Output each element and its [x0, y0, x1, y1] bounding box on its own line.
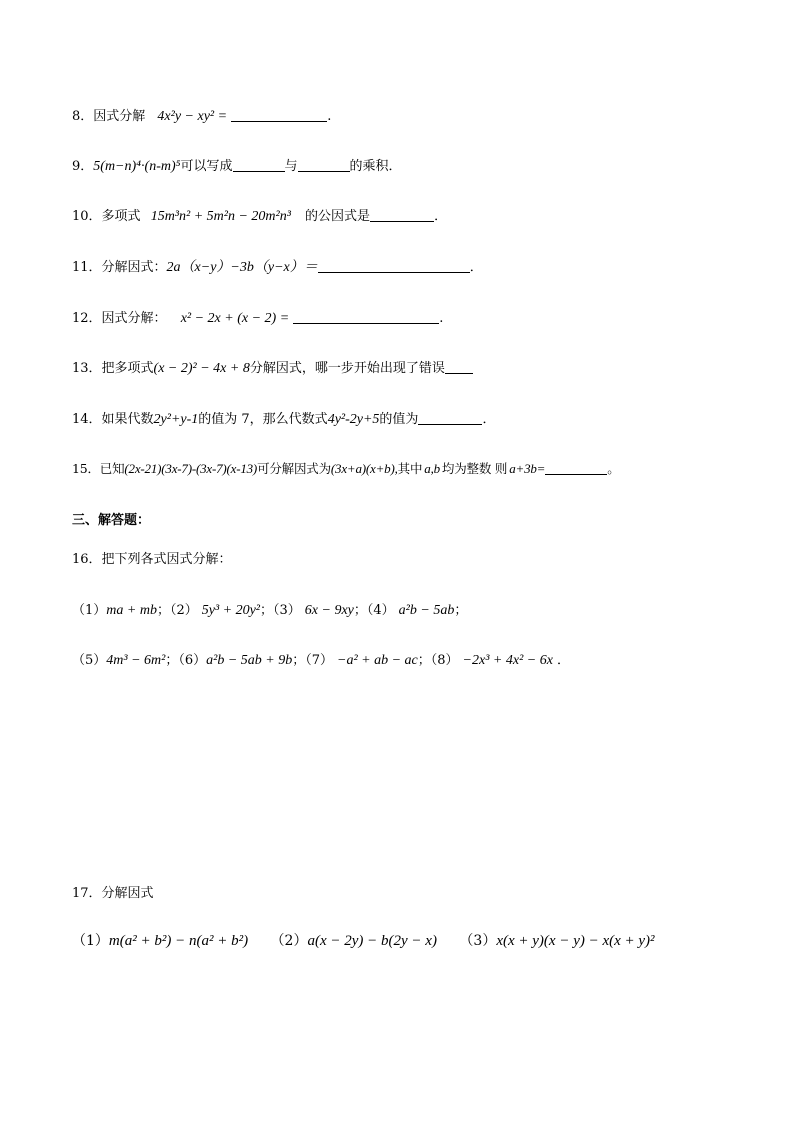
q16-label-7: ；（7）: [292, 653, 333, 668]
question-17-title: 17．分解因式: [72, 886, 154, 901]
q13-prefix: 13．把多项式: [72, 361, 154, 376]
q16-label-2: ；（2）: [156, 603, 198, 618]
q9-text3: 的乘积．: [349, 159, 402, 174]
question-10: [72, 208, 447, 225]
question-11: [72, 259, 483, 276]
q9-expression: 5(m−n)⁴·(n-m)⁵: [93, 159, 181, 174]
q9-blank-1[interactable]: [233, 158, 285, 172]
q10-answer-blank[interactable]: [370, 208, 434, 222]
q15-expression-1: (2x-21)(3x-7)-(3x-7)(x-13): [124, 461, 258, 476]
q16-label-1: （1）: [72, 603, 107, 618]
q16-expr-2: 5y³ + 20y²: [201, 603, 261, 618]
q14-prefix: 14．如果代数: [72, 412, 154, 427]
q15-expression-4: a+3b=: [509, 461, 546, 476]
q15-answer-blank[interactable]: [545, 461, 607, 475]
q17-expr-1: m(a² + b²) − n(a² + b²): [108, 933, 249, 949]
q16-label-3: ；（3）: [260, 603, 301, 618]
q16-expr-4: a²b − 5ab: [398, 603, 455, 618]
q16-expr-5: 4m³ − 6m²: [106, 653, 166, 668]
q14-answer-blank[interactable]: [418, 411, 482, 425]
q13-text1: 分解因式，哪一步开始出现了错误: [249, 361, 445, 376]
q10-prefix: 10．多项式: [72, 209, 141, 224]
section-3-title: 三、解答题：: [72, 513, 151, 528]
q8-suffix: .: [327, 109, 332, 124]
q16-expr-8: −2x³ + 4x² − 6x: [462, 653, 553, 668]
q16-label-5: （5）: [72, 653, 107, 668]
q14-expression-2: 4y²-2y+5: [327, 412, 380, 427]
q16-label-4: ；（4）: [353, 603, 395, 618]
q9-text2: 与: [284, 159, 298, 174]
question-15: [72, 461, 620, 477]
question-9: 9．5(m−n)⁴·(n-m)⁵可以写成 与 的乘积．: [72, 159, 402, 174]
q17-label-2: （2）: [270, 933, 308, 949]
q17-label-1: （1）: [72, 933, 109, 949]
q15-expression-2: (3x+a)(x+b),: [330, 461, 398, 476]
q16-label-6: ；（6）: [165, 653, 207, 668]
q14-expression-1: 2y²+y-1: [153, 412, 199, 427]
question-14: [72, 411, 495, 428]
q14-text2: 的值为: [379, 412, 419, 427]
q8-answer-blank[interactable]: [231, 108, 327, 122]
q16-expr-3: 6x − 9xy: [304, 603, 354, 618]
q11-answer-blank[interactable]: [318, 259, 470, 273]
q10-text1: 的公因式是: [305, 209, 371, 224]
q16-expr-7: −a² + ab − ac: [337, 653, 418, 668]
question-16-title: 16．把下列各式因式分解：: [72, 552, 232, 567]
q17-label-3: （3）: [459, 933, 497, 949]
q15-text2: 其中: [397, 461, 423, 476]
q8-prefix: 8．因式分解: [72, 109, 146, 124]
question-13: [72, 360, 473, 377]
q16-end-2: ．: [556, 653, 570, 668]
q13-answer-blank[interactable]: [445, 360, 473, 374]
question-17-items: [72, 933, 655, 949]
question-12: [72, 310, 443, 327]
q11-suffix: ．: [469, 260, 483, 275]
q15-suffix: 。: [607, 461, 620, 476]
q13-expression: (x − 2)² − 4x + 8: [153, 361, 250, 376]
q17-expr-2: a(x − 2y) − b(2y − x): [307, 933, 437, 949]
q14-text1: 的值为 7，那么代数式: [198, 412, 328, 427]
question-16-row-2: [72, 653, 570, 669]
q12-answer-blank[interactable]: [293, 310, 439, 324]
q15-prefix: 15．已知: [72, 461, 125, 476]
q16-expr-1: ma + mb: [106, 603, 157, 618]
q8-expression: 4x²y − xy² =: [157, 109, 228, 124]
q15-text3: 均为整数 则: [441, 461, 508, 476]
q11-prefix: 11．分解因式：: [72, 260, 167, 275]
q9-text1: 可以写成: [180, 159, 233, 174]
q14-suffix: ．: [482, 412, 496, 427]
q15-expression-3: a,b: [424, 461, 440, 476]
question-16-row-1: [72, 603, 467, 619]
question-8: [72, 108, 331, 125]
q12-suffix: .: [439, 311, 444, 326]
q17-expr-3: x(x + y)(x − y) − x(x + y)²: [496, 933, 655, 949]
q11-expression: 2a（x−y）−3b（y−x）＝: [166, 260, 318, 275]
q16-label-8: ；（8）: [417, 653, 459, 668]
q10-expression: 15m³n² + 5m²n − 20m²n³: [150, 209, 291, 224]
q16-end-1: ；: [454, 603, 468, 618]
q9-blank-2[interactable]: [298, 158, 350, 172]
q10-suffix: ．: [434, 209, 448, 224]
q12-expression: x² − 2x + (x − 2) =: [180, 311, 290, 326]
q15-text1: 可分解因式为: [257, 461, 331, 476]
q12-prefix: 12．因式分解：: [72, 311, 167, 326]
q16-expr-6: a²b − 5ab + 9b: [206, 653, 293, 668]
